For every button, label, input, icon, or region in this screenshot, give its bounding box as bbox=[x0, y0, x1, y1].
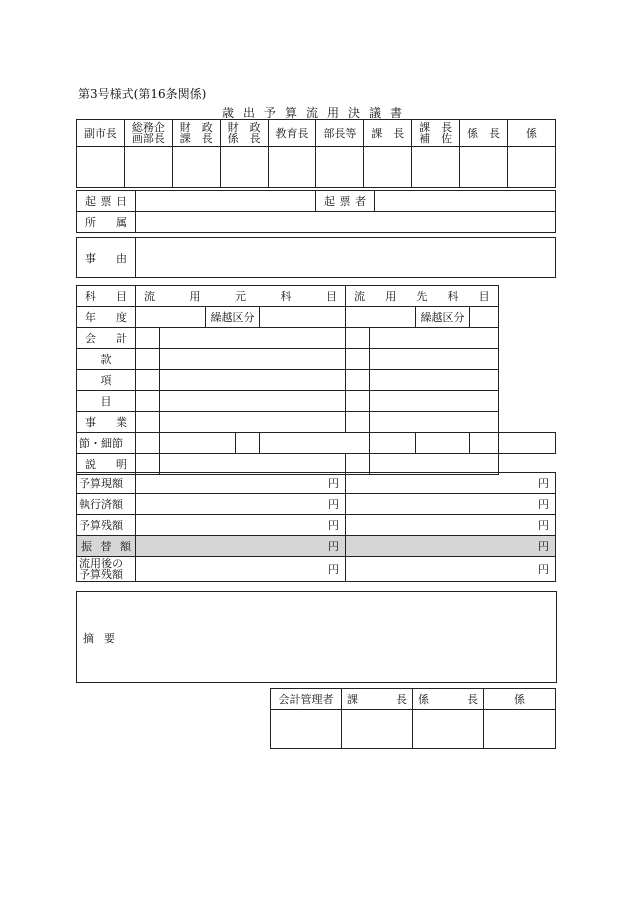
approval-box[interactable] bbox=[412, 147, 460, 188]
dest-amount[interactable]: 円 bbox=[346, 557, 556, 582]
approval-box[interactable] bbox=[316, 147, 364, 188]
manager-stamp-box[interactable] bbox=[484, 710, 556, 749]
draft-date-field[interactable] bbox=[136, 191, 316, 212]
source-name[interactable] bbox=[160, 433, 236, 454]
reason-label: 事 由 bbox=[77, 238, 136, 278]
approval-box[interactable] bbox=[268, 147, 316, 188]
approval-col-2: 総務企 画部長 bbox=[124, 120, 172, 147]
approval-col-10: 係 bbox=[508, 120, 556, 147]
draft-table bbox=[76, 190, 556, 233]
approval-box[interactable] bbox=[124, 147, 172, 188]
source-name[interactable] bbox=[160, 370, 346, 391]
account-row-label: 目 bbox=[77, 391, 136, 412]
source-code[interactable] bbox=[136, 370, 160, 391]
dest-amount[interactable]: 円 bbox=[346, 494, 556, 515]
reason-field[interactable] bbox=[136, 238, 556, 278]
dest-name[interactable] bbox=[370, 391, 499, 412]
dest-name[interactable] bbox=[370, 328, 499, 349]
dest-code[interactable] bbox=[370, 433, 416, 454]
subject-label: 科 目 bbox=[77, 286, 136, 307]
source-amount[interactable]: 円 bbox=[136, 494, 346, 515]
dest-code[interactable] bbox=[346, 349, 370, 370]
source-name[interactable] bbox=[160, 412, 346, 433]
dest-amount[interactable]: 円 bbox=[346, 473, 556, 494]
manager-col-label: 係 bbox=[484, 689, 556, 710]
dest-carry-label: 繰越区分 bbox=[416, 307, 470, 328]
manager-stamp-box[interactable] bbox=[413, 710, 484, 749]
source-code[interactable] bbox=[136, 412, 160, 433]
dest-name[interactable] bbox=[370, 412, 499, 433]
approval-col-8: 課 長 補 佐 bbox=[412, 120, 460, 147]
source-code[interactable] bbox=[136, 391, 160, 412]
source-amount[interactable]: 円 bbox=[136, 515, 346, 536]
source-subname[interactable] bbox=[260, 433, 370, 454]
dest-year-field[interactable] bbox=[346, 307, 416, 328]
dest-name[interactable] bbox=[370, 370, 499, 391]
manager-stamp-box[interactable] bbox=[342, 710, 413, 749]
source-amount[interactable]: 円 bbox=[136, 536, 346, 557]
dest-carry-field[interactable] bbox=[470, 307, 499, 328]
form-number: 第3号様式(第16条関係) bbox=[78, 87, 207, 101]
approval-box[interactable] bbox=[220, 147, 268, 188]
approval-col-6: 部長等 bbox=[316, 120, 364, 147]
manager-table bbox=[270, 688, 556, 749]
approval-col-3: 財 政 課 長 bbox=[172, 120, 220, 147]
year-label: 年 度 bbox=[77, 307, 136, 328]
drafter-field[interactable] bbox=[375, 191, 556, 212]
dept-label: 所 属 bbox=[77, 212, 136, 233]
manager-col-label: 課 長 bbox=[342, 689, 413, 710]
source-code[interactable] bbox=[136, 328, 160, 349]
account-row-label: 節・細節 bbox=[77, 433, 136, 454]
dest-amount[interactable]: 円 bbox=[346, 515, 556, 536]
source-name[interactable] bbox=[160, 391, 346, 412]
dept-field[interactable] bbox=[136, 212, 556, 233]
account-table bbox=[76, 285, 556, 475]
dest-amount[interactable]: 円 bbox=[346, 536, 556, 557]
budget-row-label: 予算残額 bbox=[77, 515, 136, 536]
account-row-label: 説 明 bbox=[77, 454, 136, 475]
source-amount[interactable]: 円 bbox=[136, 473, 346, 494]
summary-box[interactable] bbox=[76, 591, 557, 683]
manager-col-label: 係 長 bbox=[413, 689, 484, 710]
budget-row-label: 振 替 額 bbox=[77, 536, 136, 557]
form-title: 歳出予算流用決議書 bbox=[222, 106, 412, 120]
source-carry-label: 繰越区分 bbox=[206, 307, 260, 328]
source-amount[interactable]: 円 bbox=[136, 557, 346, 582]
account-row-label: 項 bbox=[77, 370, 136, 391]
approval-col-7: 課 長 bbox=[364, 120, 412, 147]
dest-subcode[interactable] bbox=[470, 433, 499, 454]
approval-col-9: 係 長 bbox=[460, 120, 508, 147]
approval-col-4: 財 政 係 長 bbox=[220, 120, 268, 147]
dest-code[interactable] bbox=[346, 391, 370, 412]
dest-code[interactable] bbox=[346, 328, 370, 349]
source-subcode[interactable] bbox=[236, 433, 260, 454]
source-carry-field[interactable] bbox=[260, 307, 346, 328]
account-row-label: 会 計 bbox=[77, 328, 136, 349]
dest-code[interactable] bbox=[346, 370, 370, 391]
source-name[interactable] bbox=[160, 328, 346, 349]
approval-table bbox=[76, 119, 556, 188]
summary-label: 摘要 bbox=[83, 632, 125, 645]
budget-row-label: 執行済額 bbox=[77, 494, 136, 515]
account-row-label: 款 bbox=[77, 349, 136, 370]
approval-box[interactable] bbox=[460, 147, 508, 188]
dest-code[interactable] bbox=[346, 412, 370, 433]
account-row-label: 事 業 bbox=[77, 412, 136, 433]
source-code[interactable] bbox=[136, 433, 160, 454]
dest-name[interactable] bbox=[370, 349, 499, 370]
approval-box[interactable] bbox=[172, 147, 220, 188]
dest-name[interactable] bbox=[416, 433, 470, 454]
dest-subname[interactable] bbox=[498, 433, 555, 454]
manager-stamp-box[interactable] bbox=[271, 710, 342, 749]
budget-row-label: 予算現額 bbox=[77, 473, 136, 494]
drafter-label: 起 票 者 bbox=[316, 191, 375, 212]
budget-row-label: 流用後の 予算残額 bbox=[77, 557, 136, 582]
source-code[interactable] bbox=[136, 349, 160, 370]
approval-box[interactable] bbox=[364, 147, 412, 188]
source-name[interactable] bbox=[160, 349, 346, 370]
budget-table bbox=[76, 472, 556, 582]
approval-box[interactable] bbox=[77, 147, 125, 188]
draft-date-label: 起 票 日 bbox=[77, 191, 136, 212]
reason-table bbox=[76, 237, 556, 278]
source-year-field[interactable] bbox=[136, 307, 206, 328]
dest-header: 流 用 先 科 目 bbox=[346, 286, 499, 307]
manager-col-label: 会計管理者 bbox=[271, 689, 342, 710]
approval-box[interactable] bbox=[508, 147, 556, 188]
source-header: 流 用 元 科 目 bbox=[136, 286, 346, 307]
approval-col-5: 教育長 bbox=[268, 120, 316, 147]
approval-col-1: 副市長 bbox=[77, 120, 125, 147]
